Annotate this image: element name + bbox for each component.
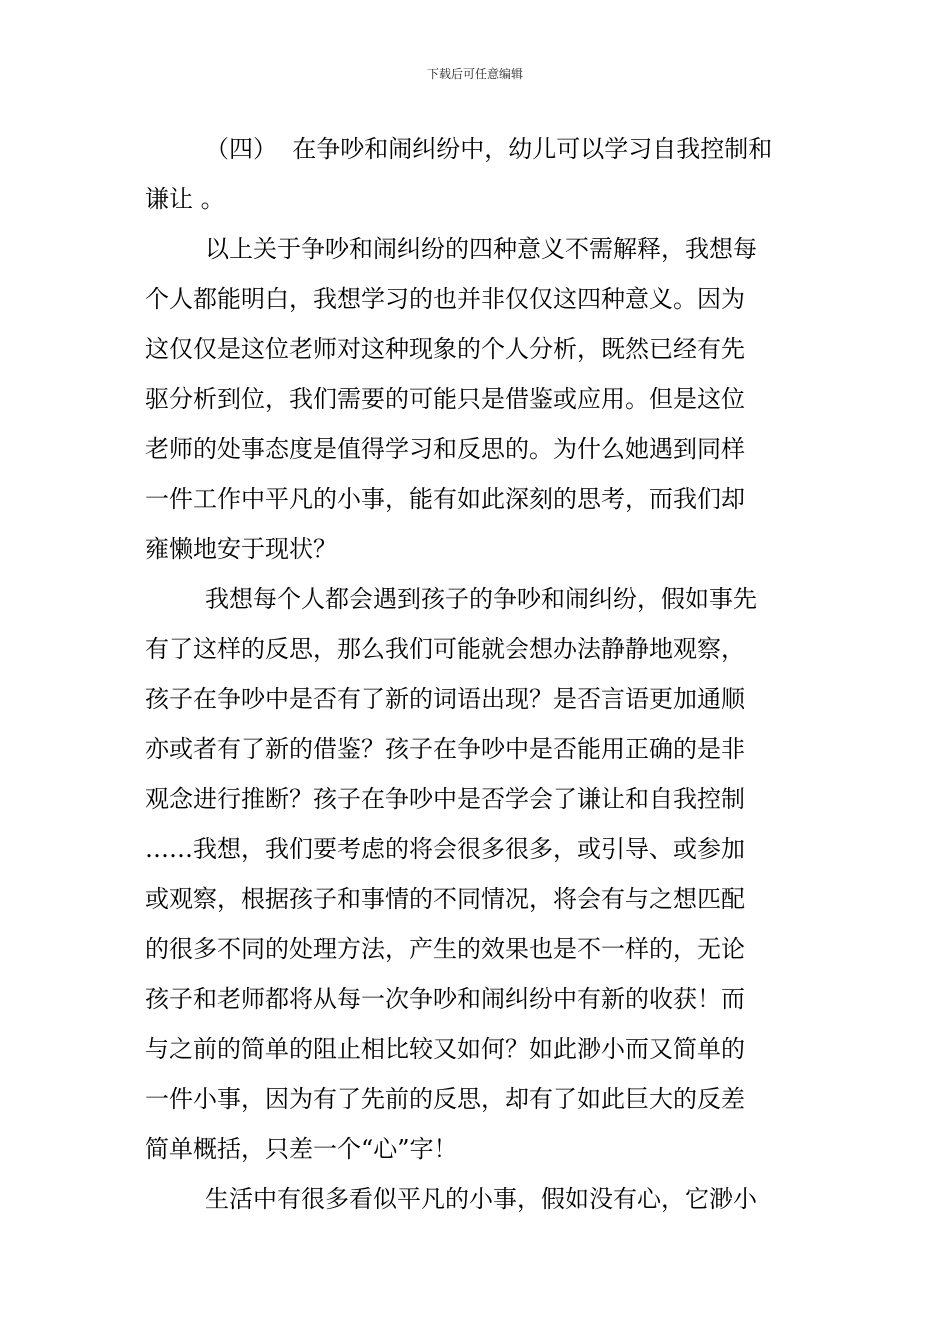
body-line: 亦或者有了新的借鉴？孩子在争吵中是否能用正确的是非 — [145, 735, 745, 763]
body-line: 生活中有很多看似平凡的小事，假如没有心，它渺小 — [205, 1185, 757, 1213]
page-header: 下载后可任意编辑 — [426, 67, 523, 81]
body-line: 孩子和老师都将从每一次争吵和闹纠纷中有新的收获！而 — [145, 985, 745, 1013]
body-line: 雍懒地安于现状？ — [145, 535, 337, 563]
body-line: ……我想，我们要考虑的将会很多很多，或引导、或参加 — [145, 835, 745, 863]
body-line: 一件工作中平凡的小事，能有如此深刻的思考，而我们却 — [145, 485, 745, 513]
body-line: 与之前的简单的阻止相比较又如何？如此渺小而又简单的 — [145, 1035, 745, 1063]
body-line: 以上关于争吵和闹纠纷的四种意义不需解释，我想每 — [205, 235, 757, 263]
body-line: 有了这样的反思，那么我们可能就会想办法静静地观察， — [145, 635, 745, 663]
body-line: 驱分析到位，我们需要的可能只是借鉴或应用。但是这位 — [145, 385, 745, 413]
body-line: （四） 在争吵和闹纠纷中，幼儿可以学习自我控制和 — [205, 135, 773, 163]
body-line: 个人都能明白，我想学习的也并非仅仅这四种意义。因为 — [145, 285, 745, 313]
body-line: 一件小事，因为有了先前的反思，却有了如此巨大的反差 — [145, 1085, 745, 1113]
body-line: 简单概括，只差一个“心”字！ — [145, 1135, 458, 1163]
body-line: 孩子在争吵中是否有了新的词语出现？是否言语更加通顺 — [145, 685, 745, 713]
body-line: 老师的处事态度是值得学习和反思的。为什么她遇到同样 — [145, 435, 745, 463]
body-line: 或观察，根据孩子和事情的不同情况，将会有与之想匹配 — [145, 885, 745, 913]
body-line: 观念进行推断？孩子在争吵中是否学会了谦让和自我控制 — [145, 785, 745, 813]
body-line: 我想每个人都会遇到孩子的争吵和闹纠纷，假如事先 — [205, 585, 757, 613]
body-line: 谦让 。 — [145, 185, 225, 213]
body-line: 的很多不同的处理方法，产生的效果也是不一样的，无论 — [145, 935, 745, 963]
body-line: 这仅仅是这位老师对这种现象的个人分析，既然已经有先 — [145, 335, 745, 363]
